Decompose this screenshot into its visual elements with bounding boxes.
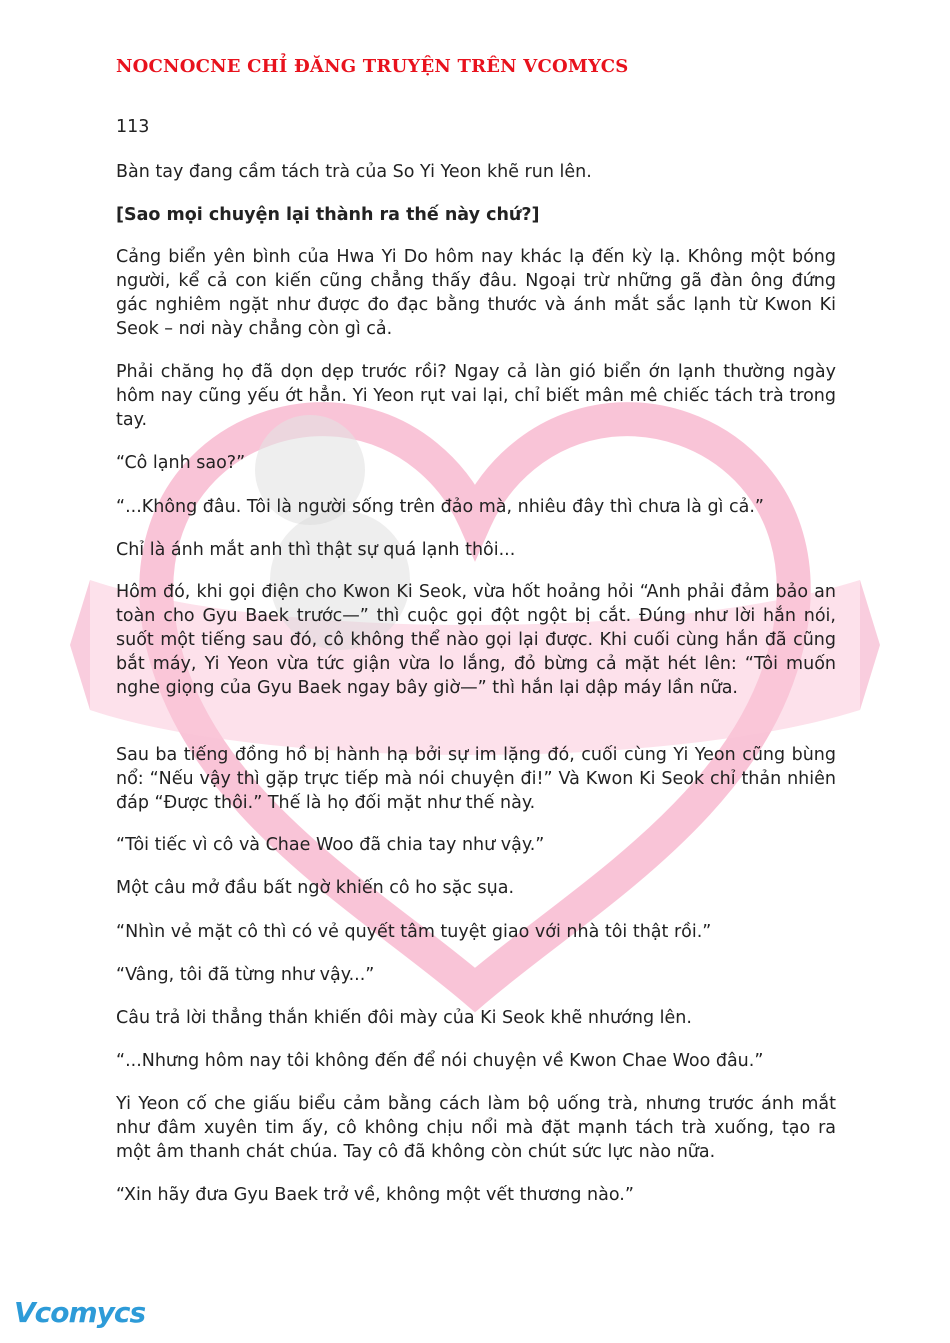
- paragraph: “...Không đâu. Tôi là người sống trên đảo mà, nhiêu đây thì chưa là gì cả.”: [116, 497, 764, 517]
- paragraph: Chỉ là ánh mắt anh thì thật sự quá lạnh thôi...: [116, 540, 516, 560]
- paragraph: Bàn tay đang cầm tách trà của So Yi Yeon khẽ run lên.: [116, 162, 592, 182]
- paragraph: Câu trả lời thẳng thắn khiến đôi mày của Ki Seok khẽ nhướng lên.: [116, 1008, 692, 1028]
- paragraph: “Vâng, tôi đã từng như vậy...”: [116, 965, 375, 985]
- vcomycs-logo: Vcomycs: [14, 1296, 146, 1329]
- ribbon-tail-left: [70, 580, 90, 710]
- paragraph: Hôm đó, khi gọi điện cho Kwon Ki Seok, vừa hốt hoảng hỏi “Anh phải đảm bảo an toàn cho Gyu Baek trước—” thì cuộc gọi đột ngột bị cắt. Đúng như lời hắn nói, suốt một tiếng sau đó, cô không thể nào gọi lại được. Khi cuối cùng hắn đã cũng bắt máy, Yi Yeon vừa tức giận vừa lo lắng, đỏ bừng cả mặt hét lên: “Tôi muốn nghe giọng của Gyu Baek ngay bây giờ—” thì hắn lại dập máy lần nữa.: [116, 582, 836, 698]
- ribbon-tail-right: [860, 580, 880, 710]
- paragraph: “Nhìn vẻ mặt cô thì có vẻ quyết tâm tuyệt giao với nhà tôi thật rồi.”: [116, 922, 712, 942]
- paragraph-thought: [Sao mọi chuyện lại thành ra thế này chứ?]: [116, 205, 540, 225]
- paragraph: “Xin hãy đưa Gyu Baek trở về, không một vết thương nào.”: [116, 1185, 634, 1205]
- paragraph: Cảng biển yên bình của Hwa Yi Do hôm nay khác lạ đến kỳ lạ. Không một bóng người, kể cả con kiến cũng chẳng thấy đâu. Ngoại trừ những gã đàn ông đứng gác nghiêm ngặt như được đo đạc bằng thước và ánh mắt sắc lạnh từ Kwon Ki Seok – nơi này chẳng còn gì cả.: [116, 247, 836, 339]
- paragraph: “Tôi tiếc vì cô và Chae Woo đã chia tay như vậy.”: [116, 835, 545, 855]
- paragraph: Sau ba tiếng đồng hồ bị hành hạ bởi sự im lặng đó, cuối cùng Yi Yeon cũng bùng nổ: “Nếu vậy thì gặp trực tiếp mà nói chuyện đi!” Và Kwon Ki Seok chỉ thản nhiên đáp “Được thôi.” Thế là họ đối mặt như thế này.: [116, 745, 836, 813]
- paragraph: “Cô lạnh sao?”: [116, 453, 246, 473]
- paragraph: “...Nhưng hôm nay tôi không đến để nói chuyện về Kwon Chae Woo đâu.”: [116, 1051, 764, 1071]
- chapter-number: 113: [116, 117, 150, 137]
- paragraph: Một câu mở đầu bất ngờ khiến cô ho sặc sụa.: [116, 878, 515, 898]
- paragraph: Phải chăng họ đã dọn dẹp trước rồi? Ngay cả làn gió biển ớn lạnh thường ngày hôm nay cũng yếu ớt hẳn. Yi Yeon rụt vai lại, chỉ biết mân mê chiếc tách trà trong tay.: [116, 362, 836, 430]
- site-header-title: NOCNOCNE CHỈ ĐĂNG TRUYỆN TRÊN VCOMYCS: [116, 56, 629, 77]
- paragraph: Yi Yeon cố che giấu biểu cảm bằng cách làm bộ uống trà, nhưng trước ánh mắt như đâm xuyên tim ấy, cô không chịu nổi mà đặt mạnh tách trà xuống, tạo ra một âm thanh chát chúa. Tay cô đã không còn chút sức lực nào nữa.: [116, 1094, 836, 1162]
